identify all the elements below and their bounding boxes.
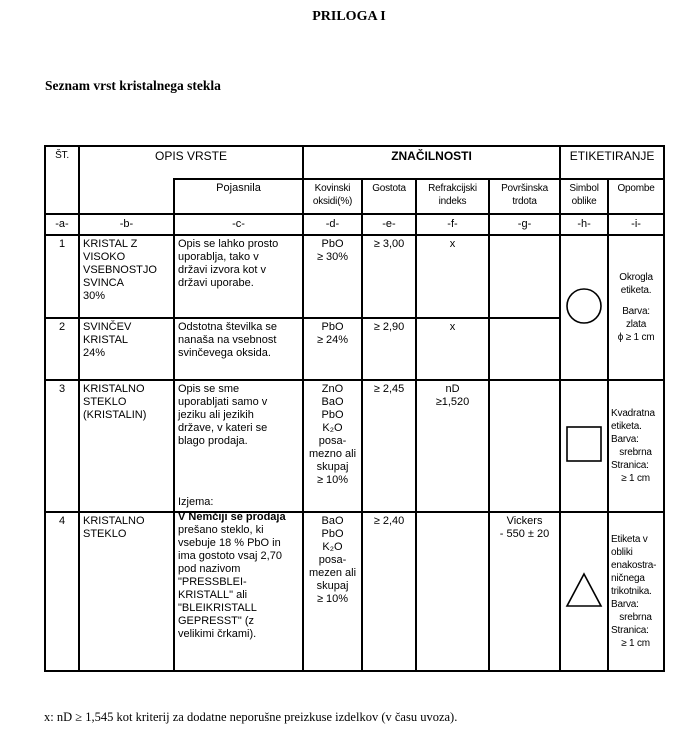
letter-a: -a- — [45, 214, 79, 235]
row3-pojasnila-line: države, v kateri se — [178, 421, 268, 434]
row4-opomba-line: srebrna — [619, 612, 652, 624]
row4-refrakcija — [416, 512, 489, 671]
row1-name-line: 30% — [83, 290, 106, 303]
row4-trdota-line: Vickers — [506, 515, 543, 528]
row1-name-line: VISOKO — [83, 251, 126, 264]
row3-opomba-line: Barva: — [611, 434, 639, 446]
row4-opomba-line: Etiketa v — [611, 534, 648, 546]
header-gostota: Gostota — [362, 179, 416, 214]
row3-pojasnila-line: jeziku ali jezikih — [178, 408, 254, 421]
row4-pojasnila-line: "PRESSBLEI- — [178, 576, 247, 589]
row2-oksid-line: PbO — [321, 320, 344, 333]
row4-gostota: ≥ 2,40 — [362, 512, 416, 671]
row4-pojasnila-head: V Nemčiji se prodaja — [178, 511, 286, 524]
row2-name — [79, 318, 174, 380]
rows12-opomba-line: Barva: — [622, 306, 650, 318]
row3-name-line: (KRISTALIN) — [83, 408, 147, 421]
row2-trdota — [489, 318, 560, 380]
letter-i: -i- — [608, 214, 664, 235]
circle-label-icon — [564, 286, 604, 326]
row2-name-line: KRISTAL — [83, 333, 129, 346]
row4-opomba-line: ničnega — [611, 573, 645, 585]
row3-pojasnila-line: Opis se sme — [178, 382, 240, 395]
row4-pojasnila-line: velikimi črkami). — [178, 628, 257, 641]
row3-pojasnila-line: uporabljati samo v — [178, 395, 268, 408]
row2-gostota: ≥ 2,90 — [362, 318, 416, 380]
row4-trdota-line: - 550 ± 20 — [499, 528, 550, 541]
row4-oksid-line: mezen ali — [308, 567, 357, 580]
header-povrsinska-trdota — [489, 179, 560, 214]
row3-oksid-line: PbO — [321, 408, 344, 421]
footnote: x: nD ≥ 1,545 kot kriterij za dodatne neporušne preizkuse izdelkov (v času uvoza). — [44, 710, 458, 724]
letter-b: -b- — [79, 214, 174, 235]
letter-g: -g- — [489, 214, 560, 235]
row4-opomba-line: Barva: — [611, 599, 639, 611]
header-kovinski-line2: oksidi(%) — [312, 196, 353, 208]
row3-opomba-line: Kvadratna — [611, 408, 655, 420]
row4-opomba-line: trikotnika. — [611, 586, 652, 598]
table-row-1 — [45, 235, 664, 317]
page-title: PRILOGA I — [312, 9, 386, 24]
header-st: ŠT. — [45, 146, 79, 179]
row4-number: 4 — [45, 512, 79, 671]
row4-opomba-line: Stranica: — [611, 625, 649, 637]
letter-e: -e- — [362, 214, 416, 235]
row4-oksid-line: BaO — [321, 515, 344, 528]
row1-name-line: VSEBNOSTJO — [83, 264, 157, 277]
row4-oksidi — [303, 512, 362, 671]
row1-name-line: KRISTAL Z — [83, 238, 138, 251]
header-refrakcijski-line1: Refrakcijski — [428, 183, 477, 195]
header-kovinski-line1: Kovinski — [314, 183, 351, 195]
row4-oksid-line: skupaj — [316, 580, 349, 593]
table-row-3 — [45, 380, 664, 513]
row3-name-line: KRISTALNO — [83, 382, 145, 395]
header-etiketiranje: ETIKETIRANJE — [560, 146, 664, 179]
rows12-opomba-spacer — [612, 297, 660, 305]
row4-opomba-line: enakostra- — [611, 560, 657, 572]
row3-refrakcija-line: ≥1,520 — [435, 395, 470, 408]
row4-pojasnila-line: prešano steklo, ki — [178, 524, 264, 537]
row1-oksid-line: PbO — [321, 238, 344, 251]
rows12-simbol — [560, 235, 608, 380]
row4-pojasnila-line: KRISTALL" ali — [178, 589, 248, 602]
row1-refrakcija: x — [416, 235, 489, 317]
row3-oksid-line: mezno ali — [308, 447, 357, 460]
row3-opomba-line: Stranica: — [611, 460, 649, 472]
row1-name-line: SVINCA — [83, 277, 124, 290]
row4-pojasnila — [174, 512, 303, 671]
header-povrsinska-line2: trdota — [512, 196, 537, 208]
row3-pojasnila — [174, 380, 303, 513]
row2-pojasnila-line: svinčevega oksida. — [178, 346, 271, 359]
row4-name — [79, 512, 174, 671]
row4-pojasnila-line: GEPRESST" (z — [178, 615, 255, 628]
header-simbol-line2: oblike — [571, 196, 597, 208]
crystal-glass-table — [44, 145, 665, 672]
row4-name-line: STEKLO — [83, 528, 127, 541]
row3-oksid-line: ZnO — [321, 382, 344, 395]
letter-f: -f- — [416, 214, 489, 235]
header-znacilnosti: ZNAČILNOSTI — [303, 146, 560, 179]
row3-oksidi — [303, 380, 362, 513]
row2-oksidi — [303, 318, 362, 380]
row3-name — [79, 380, 174, 513]
row4-trdota — [489, 512, 560, 671]
row4-oksid-line: PbO — [321, 528, 344, 541]
row4-pojasnila-line: "BLEIKRISTALL — [178, 602, 257, 615]
row1-oksid-line: ≥ 30% — [316, 251, 349, 264]
row3-number: 3 — [45, 380, 79, 513]
row2-refrakcija: x — [416, 318, 489, 380]
square-label-icon — [564, 424, 604, 464]
header-pojasnila: Pojasnila — [174, 179, 303, 214]
letter-h: -h- — [560, 214, 608, 235]
row1-pojasnila-line: državi izvora kot v — [178, 264, 267, 277]
row3-oksid-line: BaO — [321, 395, 344, 408]
row3-simbol — [560, 380, 608, 513]
row2-pojasnila-line: Odstotna številka se — [178, 320, 278, 333]
header-row-sub — [45, 179, 664, 214]
row3-opomba-line: ≥ 1 cm — [621, 473, 650, 485]
header-povrsinska-line1: Površinska — [501, 183, 548, 195]
row3-oksid-line: ≥ 10% — [316, 473, 349, 486]
row3-oksid-line: K₂O — [322, 421, 343, 434]
row1-name — [79, 235, 174, 317]
row4-oksid-line: posa- — [318, 554, 347, 567]
row4-name-line: KRISTALNO — [83, 515, 145, 528]
table-row-4 — [45, 512, 664, 671]
row3-trdota — [489, 380, 560, 513]
letter-d: -d- — [303, 214, 362, 235]
row3-oksid-line: posa- — [318, 434, 347, 447]
row2-pojasnila — [174, 318, 303, 380]
triangle-label-icon — [564, 571, 604, 609]
rows12-opomba-line: ϕ ≥ 1 cm — [617, 332, 655, 344]
header-opis-vrste: OPIS VRSTE — [79, 146, 303, 179]
letter-c: -c- — [174, 214, 303, 235]
row3-oksid-line: skupaj — [316, 460, 349, 473]
row1-pojasnila — [174, 235, 303, 317]
row2-pojasnila-line: nanaša na vsebnost — [178, 333, 277, 346]
row3-gostota: ≥ 2,45 — [362, 380, 416, 513]
row4-oksid-line: K₂O — [322, 541, 343, 554]
row4-pojasnila-line: vsebuje 18 % PbO in — [178, 537, 281, 550]
row2-number: 2 — [45, 318, 79, 380]
row2-name-line: 24% — [83, 346, 106, 359]
row1-pojasnila-line: Opis se lahko prosto — [178, 238, 279, 251]
rows12-opomba-line: Okrogla — [619, 272, 653, 284]
header-refrakcijski-line2: indeks — [438, 196, 467, 208]
row1-pojasnila-line: državi uporabe. — [178, 277, 254, 290]
row2-oksid-line: ≥ 24% — [316, 333, 349, 346]
row4-pojasnila-line: ima gostoto vsaj 2,70 — [178, 550, 282, 563]
row3-izjema-label: Izjema: — [178, 496, 214, 509]
row4-opombe — [608, 512, 664, 671]
row3-opomba-line: etiketa. — [611, 421, 642, 433]
row4-opomba-line: ≥ 1 cm — [621, 638, 650, 650]
header-kovinski-oksidi — [303, 179, 362, 214]
rows12-opomba-line: etiketa. — [620, 285, 652, 297]
row2-name-line: SVINČEV — [83, 320, 132, 333]
section-title: Seznam vrst kristalnega stekla — [45, 78, 221, 93]
header-name-cont — [79, 179, 174, 214]
header-row-main — [45, 146, 664, 179]
row1-number: 1 — [45, 235, 79, 317]
row3-pojasnila-line: blago prodaja. — [178, 434, 248, 447]
rows12-opomba-line: zlata — [625, 319, 647, 331]
header-simbol-line1: Simbol — [569, 183, 599, 195]
row4-pojasnila-line: pod nazivom — [178, 563, 241, 576]
row4-simbol — [560, 512, 608, 671]
header-simbol-oblike — [560, 179, 608, 214]
rows12-opombe — [608, 235, 664, 380]
row3-name-line: STEKLO — [83, 395, 127, 408]
row3-opombe — [608, 380, 664, 513]
row1-oksidi — [303, 235, 362, 317]
row1-trdota — [489, 235, 560, 317]
header-refrakcijski-indeks — [416, 179, 489, 214]
row4-opomba-line: obliki — [611, 547, 633, 559]
row3-refrakcija — [416, 380, 489, 513]
row4-oksid-line: ≥ 10% — [316, 593, 349, 606]
row1-pojasnila-line: uporablja, tako v — [178, 251, 259, 264]
row3-opomba-line: srebrna — [619, 447, 652, 459]
letter-row — [45, 214, 664, 235]
row3-refrakcija-line: nD — [445, 382, 460, 395]
header-st-cont — [45, 179, 79, 214]
header-opombe: Opombe — [608, 179, 664, 214]
row1-gostota: ≥ 3,00 — [362, 235, 416, 317]
